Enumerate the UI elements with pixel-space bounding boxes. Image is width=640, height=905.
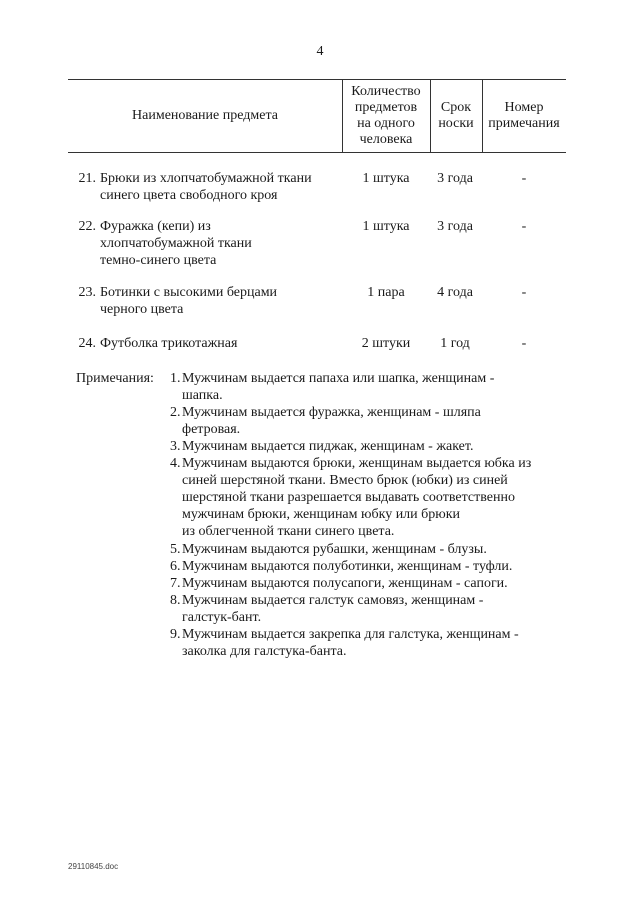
header-name-text: Наименование предмета [132, 107, 278, 123]
row-name [100, 335, 330, 352]
note-item [170, 455, 564, 540]
row-note: - [521, 285, 527, 300]
note-number: 2. [170, 405, 181, 420]
note-text-line: Мужчинам выдается пиджак, женщинам - жакет. [182, 439, 474, 454]
note-item [170, 575, 564, 592]
row-name-line: синего цвета свободного кроя [100, 188, 278, 203]
note-item [170, 558, 564, 575]
note-number: 9. [170, 627, 181, 642]
row-term: 1 год [440, 336, 470, 351]
row-number: 22. [78, 219, 96, 234]
note-text-line: шапка. [182, 388, 223, 403]
row-term: 4 года [437, 285, 473, 300]
note-text-line: Мужчинам выдаются рубашки, женщинам - блузы. [182, 542, 487, 557]
footer-filename: 29110845.doc [68, 862, 119, 871]
row-name-line: Фуражка (кепи) из [100, 219, 211, 234]
row-qty: 2 штуки [361, 336, 411, 351]
note-item [170, 541, 564, 558]
row-number: 21. [78, 171, 96, 186]
row-note: - [521, 171, 527, 186]
note-number: 7. [170, 576, 181, 591]
row-name-line: черного цвета [100, 302, 184, 317]
header-note [482, 79, 566, 152]
row-name [100, 218, 330, 269]
header-name [68, 79, 342, 152]
note-number: 6. [170, 559, 181, 574]
row-note: - [521, 219, 527, 234]
header-qty-line: на одного [357, 115, 415, 131]
row-term: 3 года [437, 171, 473, 186]
note-item [170, 404, 564, 438]
note-number: 4. [170, 456, 181, 471]
note-text-line: Мужчинам выдаются полусапоги, женщинам - сапоги. [182, 576, 508, 591]
note-number: 1. [170, 371, 181, 386]
note-text-line: Мужчинам выдается закрепка для галстука, женщинам - [182, 627, 519, 642]
note-item [170, 370, 564, 404]
note-text-line: из облегченной ткани синего цвета. [182, 524, 395, 539]
note-number: 3. [170, 439, 181, 454]
header-term [430, 79, 482, 152]
row-qty: 1 штука [362, 171, 410, 186]
row-number: 23. [78, 285, 96, 300]
row-term: 3 года [437, 219, 473, 234]
row-note: - [521, 336, 527, 351]
note-text-line: Мужчинам выдается папаха или шапка, женщинам - [182, 371, 495, 386]
note-text-line: заколка для галстука-банта. [182, 644, 347, 659]
row-name-line: хлопчатобумажной ткани [100, 236, 252, 251]
note-text-line: шерстяной ткани разрешается выдавать соответственно [182, 490, 515, 505]
header-term-line: Срок [440, 99, 472, 115]
row-name [100, 284, 330, 318]
row-qty: 1 штука [362, 219, 410, 234]
table-header-bottom-rule [68, 152, 566, 153]
header-note-line: примечания [488, 115, 560, 131]
header-qty [342, 79, 430, 152]
note-number: 5. [170, 542, 181, 557]
row-name-line: темно-синего цвета [100, 253, 217, 268]
note-number: 8. [170, 593, 181, 608]
page-number: 4 [316, 44, 324, 59]
row-name-line: Футболка трикотажная [100, 336, 238, 351]
note-item [170, 626, 564, 660]
note-text-line: галстук-бант. [182, 610, 262, 625]
note-text-line: мужчинам брюки, женщинам юбку или брюки [182, 507, 461, 522]
note-text-line: синей шерстяной ткани. Вместо брюк (юбки) из синей [182, 473, 508, 488]
row-name-line: Ботинки с высокими берцами [100, 285, 278, 300]
note-text-line: Мужчинам выдаются полуботинки, женщинам - туфли. [182, 559, 513, 574]
header-note-line: Номер [504, 99, 544, 115]
header-qty-line: предметов [354, 99, 418, 115]
notes-label: Примечания: [76, 371, 154, 386]
note-text-line: фетровая. [182, 422, 241, 437]
note-text-line: Мужчинам выдается фуражка, женщинам - шляпа [182, 405, 481, 420]
header-term-line: носки [438, 115, 474, 131]
row-number: 24. [78, 336, 96, 351]
note-item [170, 592, 564, 626]
row-name-line: Брюки из хлопчатобумажной ткани [100, 171, 312, 186]
row-qty: 1 пара [367, 285, 405, 300]
header-qty-line: человека [359, 131, 413, 147]
row-name [100, 170, 330, 204]
header-qty-line: Количество [351, 83, 421, 99]
note-text-line: Мужчинам выдается галстук самовяз, женщинам - [182, 593, 484, 608]
note-text-line: Мужчинам выдаются брюки, женщинам выдается юбка из [182, 456, 532, 471]
note-item [170, 438, 564, 455]
